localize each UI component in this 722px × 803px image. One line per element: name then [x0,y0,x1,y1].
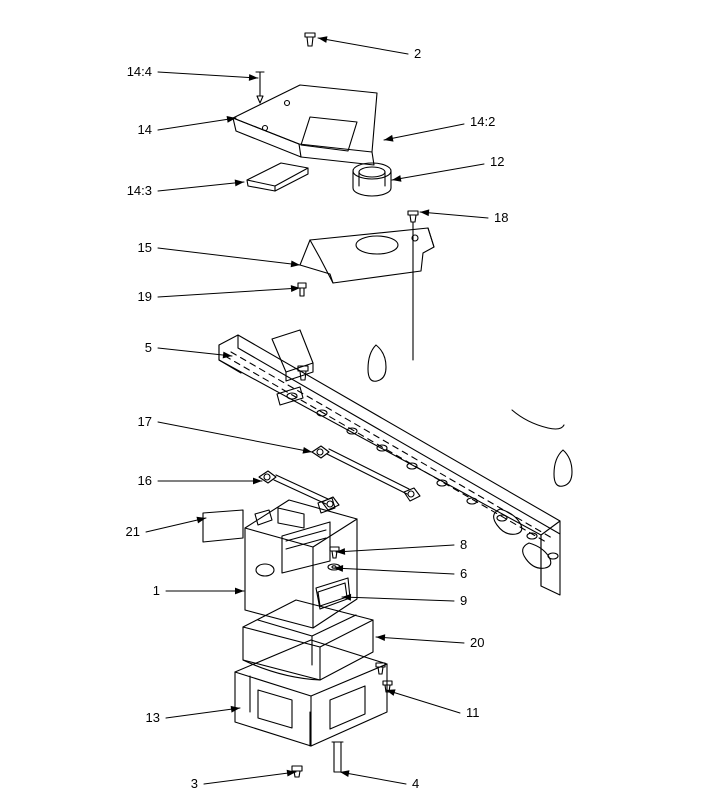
leader-arrowhead [291,285,300,292]
part-14-3-plate [247,163,308,191]
callout-label-15: 15 [137,240,152,255]
leader-line [158,182,244,191]
callout-label-4: 4 [412,776,420,791]
callout-label-14-4: 14:4 [126,64,152,79]
part-12-collar [353,163,391,196]
leader-line [386,690,460,713]
callout-label-17: 17 [137,414,152,429]
callout-label-13: 13 [145,710,160,725]
leader-arrowhead [376,634,385,641]
part-19-stud [298,283,306,296]
part-4-bolt [332,742,343,772]
leader-arrowhead [420,209,429,216]
part-18-bolt [408,211,418,360]
callout-label-8: 8 [460,537,468,552]
callout-label-1: 1 [152,583,160,598]
leader-arrowhead [392,175,401,182]
leader-line [158,422,312,452]
part-13-support [235,640,387,746]
leader-line [392,164,484,180]
leader-line [158,118,236,130]
leader-arrowhead [303,447,312,454]
part-5-frame-rail [219,330,572,595]
callout-label-20: 20 [470,635,485,650]
callout-label-2: 2 [414,46,422,61]
callout-label-11: 11 [466,705,480,720]
leader-line [334,568,454,574]
leader-line [158,248,300,265]
callout-label-9: 9 [460,593,468,608]
part-15-bracket [300,228,434,283]
leader-line [340,772,406,784]
callout-label-21: 21 [125,524,140,539]
part-20-tray [243,600,373,680]
leader-line [384,124,464,140]
part-11-bolts [376,663,392,692]
leader-line [146,518,206,532]
part-1-battery [245,498,357,628]
leader-arrowhead [235,180,244,187]
leader-line [158,288,300,297]
leader-arrowhead [318,36,327,43]
callout-label-19: 19 [137,289,152,304]
leader-arrowhead [196,517,206,524]
callout-label-12: 12 [490,154,505,169]
leader-arrowhead [249,74,258,81]
callout-label-14-2: 14:2 [470,114,496,129]
callout-label-6: 6 [460,566,468,581]
callout-label-18: 18 [494,210,509,225]
leader-line [204,772,296,784]
leader-arrowhead [291,261,300,268]
callout-label-3: 3 [190,776,198,791]
leader-line [318,38,408,54]
leader-line [336,545,454,552]
part-21-decal [203,510,243,542]
callout-label-14-3: 14:3 [126,183,152,198]
part-14-4-pin [256,72,264,103]
part-16-cable-short [259,471,339,510]
part-14-cover-plate [233,85,377,165]
leader-arrowhead [384,135,393,142]
callout-label-16: 16 [137,473,152,488]
part-17-cable-long [312,446,420,501]
leader-arrowhead [235,588,244,595]
callout-label-5: 5 [144,340,152,355]
leader-line [342,597,454,601]
callout-leader-lines [146,38,488,784]
leader-line [166,708,240,718]
leader-line [158,348,232,356]
leader-line [420,212,488,218]
leader-arrowhead [336,548,345,555]
leader-line [376,637,464,643]
callout-label-14: 14 [137,122,152,137]
part-2-screw [305,33,315,46]
leader-line [158,72,258,78]
